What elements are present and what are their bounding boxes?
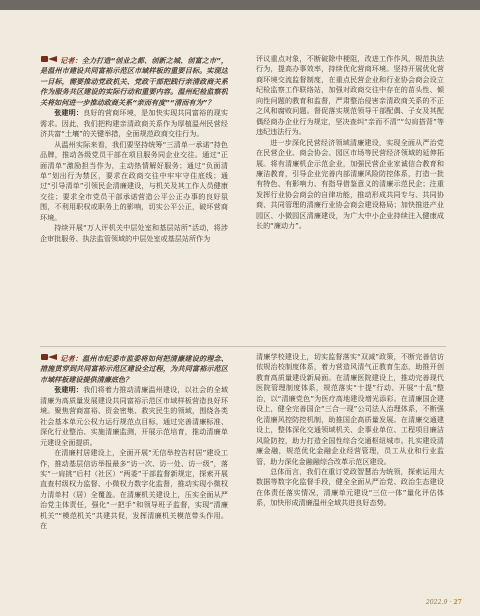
section-divider xyxy=(40,346,446,347)
body-paragraph: 进一步深化民营经济领域清廉建设，实现全面从严治党在民营企业、商会协会、园区市场等民营经济领域的延伸拓展。将有清廉机企示范企业，加强民营企业家诚信合教育和廉洁教育，引导企业完善内部清廉风险防控体系，打造一批有特色、有影响力、有指导借鉴意义的清廉示范民企；注重发挥行业协会商会的自律功能，推动形成共同专与、共同协商、共同管理的清廉行业协会商会建设格局；加快推进产业园区、小微园区清廉建设，为广大中小企业持续注入健康成长的“廉动力”。 xyxy=(256,137,444,231)
speaker-label: 张建明： xyxy=(54,108,84,118)
question-2 xyxy=(40,352,228,385)
upper-left-column xyxy=(40,54,228,340)
top-strip xyxy=(0,0,480,10)
upper-right-column xyxy=(256,54,444,340)
microphone-icon xyxy=(40,352,58,362)
question-text: 全力打造“创业之都、创新之城、创富之市”，是温州市建设共同富裕示范区市域样板的重要目标。实现这一目标，需要推动党政机关、党政干部把践行亲清政商关系作为服务共区建设的实际行动和重要内容。温州纪检监察机关将如何进一步推动政商关系“亲而有度”“清而有为”？ xyxy=(40,56,228,107)
question-1 xyxy=(40,54,228,108)
answer-paragraph xyxy=(40,108,228,139)
question-text: 温州市纪委市监委将如何把清廉建设的理念、措施贯穿到共同富裕示范区建设全过程，为共同富裕示范区市域样板建设提供清廉底色？ xyxy=(40,354,228,384)
answer-text: 良好的营商环境，是加快实现共同富裕的现实需求。因此，我们把构建亲清政商关系作为厚植温州民营经济共富“土壤”的关键举措，全面规范政商交往行为。 xyxy=(40,108,228,139)
page-number: 27 xyxy=(453,599,462,606)
body-paragraph: 从温州实际来看，我们要坚持统筹“三清单一承诺”持色品牌，推动各级党员干部在项目服务同企业交往。通过“正面清单”激励担当作为，主动热情解好服务；通过“负面清单”划出行为禁区，要求在政商交往中牢牢守住底线；通过“引导清单”引领民企清廉建设，与机关及其工作人员健康交往；要求全市党员干部承诺营造公平公正办事的良好氛围，不利用职权或职务上的影响，切实公平公正，破坏营商环境。 xyxy=(40,139,228,222)
body-paragraph: 清廉学校建设上，切实监督落实“双减”政策，不断完善信访依规治校制度体系，着力营造风清气正教育生态，助推开创教育高质量建设新局面。在清廉医院建设上，推动完善现代医院管理制度体系，规范落实“十提”行动、开展“十乱”整治，以“清廉党色”为医疗高地建设增光添彩。在清廉国企建设上，健全完善国企“三合一现”公司法人治理体系，不断强化清廉风控防控机制，助推国企高质量发展。在清廉交通建设上，整体深化交通领域机关、企事业单位、工程项目廉洁风险防控，助力打造全国性综合交通枢纽城市。扎实建设清廉金融，规范优化金融企业经营管理，员工从业和行业监管，助力深化金融融综合改革示范区建设。 xyxy=(256,352,444,466)
reporter-label: 记者： xyxy=(60,354,83,363)
lower-left-column xyxy=(40,352,228,590)
body-paragraph: 持续开展“万人评机关中层处室和基层站所”活动，将涉企审批服务、执法监管领域的中层处室或基层站所作为 xyxy=(40,223,228,243)
speaker-label: 张建明： xyxy=(54,385,84,395)
answer-paragraph xyxy=(40,385,228,448)
reporter-label: 记者： xyxy=(60,56,82,65)
microphone-icon xyxy=(40,54,58,64)
body-paragraph: 评议重点对象，不断破除中梗阻，改进工作作风，规范执法行为，提高办事效率，持续优化营商环境。坚持开展优化营商环境交流监督制度，在重点民营企业和行业协会商会设立纪检监察工作联络站，加强对政商交往中存在的苗头性、倾向性问题的教育和监督，严肃整治侵害亲清政商关系的不正之风和腐败问题。督促落实规范领导干部配偶、子女及其配偶经商办企业行为规定，坚决查纠“亲而不清”“勾肩搭背”等违纪违法行为。 xyxy=(256,54,444,137)
lower-right-column xyxy=(256,352,444,590)
body-paragraph: 总体而言，我们在重订党政智慧治为统领，探索运用大数据等数字化监督手段，健全全面从严治党、政治生态建设在体责任落实情况，清廉单元建设“三位一体”量化评估体系，加快形成清廉温州全域共进良好态势。 xyxy=(256,466,444,508)
page-footer: 2022.9 · 27 xyxy=(425,599,462,606)
answer-text: 我们将着力推动清廉温州建设，以社会的全域清廉为高质量发展建设共同富裕示范区市域样板营造良好环境。聚焦营商富裕、资金密集、救灾民生的领域，围绕各类社会基本单元公权力运行规范点目标，通过完善清廉标准、深化行业整治、实施清廉监测，开展示范培育，推动清廉单元建设全面提质。 xyxy=(40,385,228,447)
issue-number: 2022.9 xyxy=(425,599,448,606)
body-paragraph: 在清廉村居建设上，全面开展“无信举控告村居”建设工作，推动基层信访举报最多“访一次、访一处、访一级”，落实“一肩挑”后村（社区）“两委”干部监督新规定，探索开展直查村级权力监督、小微权力数字化监督，推动实现小微权力清单村（居）全覆盖。在清廉机关建设上，压实全面从严治党主体责任，强化“一把手”和领导班子监督，实现“清廉机关”“模范机关”共建共促，发挥清廉机关模范带头作用。在 xyxy=(40,448,228,531)
